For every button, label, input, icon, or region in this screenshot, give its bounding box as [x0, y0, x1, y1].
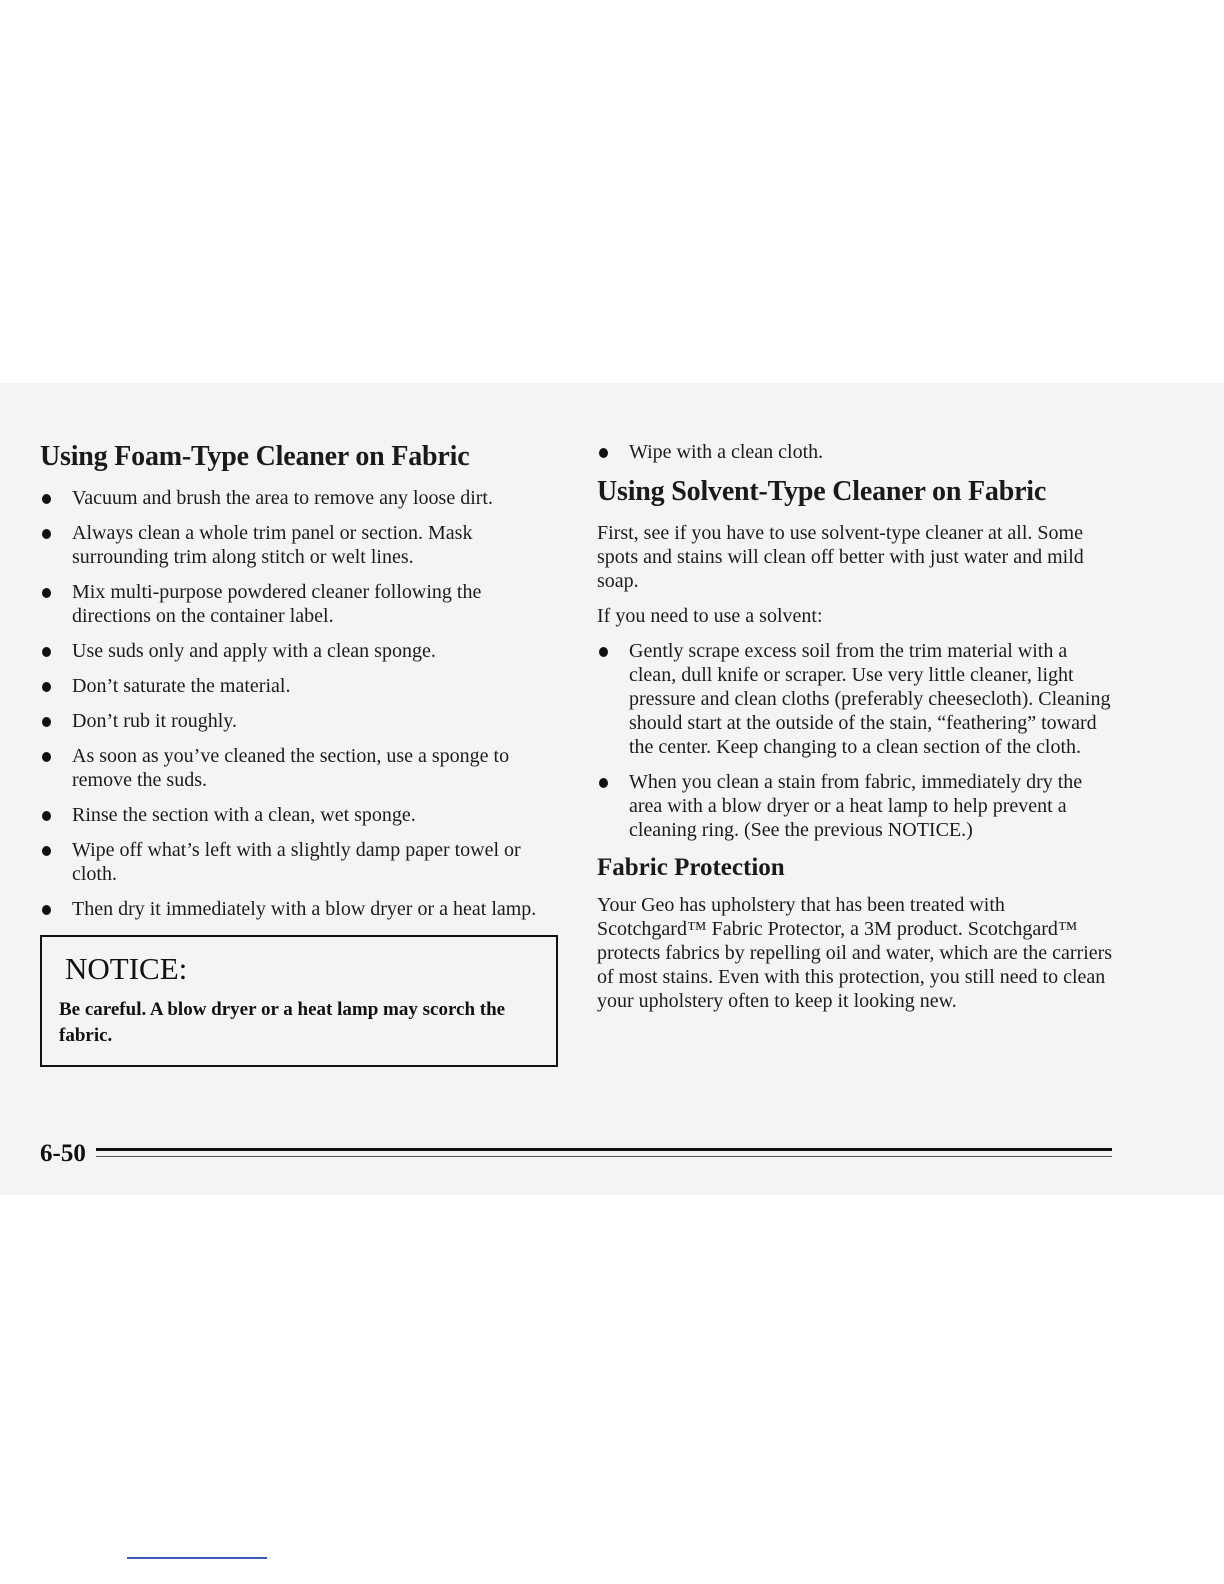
bullet-dot-icon [42, 811, 51, 821]
bullet-dot-icon [599, 778, 608, 788]
list-item: Wipe with a clean cloth. [597, 440, 1117, 464]
bullet-dot-icon [42, 717, 51, 727]
bullet-dot-icon [42, 529, 51, 539]
page-number: 6-50 [40, 1140, 86, 1167]
list-item: Wipe off what’s left with a slightly damp paper towel or cloth. [40, 838, 560, 886]
bullet-dot-icon [42, 752, 51, 762]
foam-cleaner-steps [40, 486, 560, 921]
solvent-intro: First, see if you have to use solvent-type cleaner at all. Some spots and stains will clean off better with just water and mild soap. [597, 522, 1084, 592]
list-item: Vacuum and brush the area to remove any loose dirt. [40, 486, 560, 510]
list-item: Always clean a whole trim panel or section. Mask surrounding trim along stitch or welt lines. [40, 521, 560, 569]
foam-cleaner-final-step [597, 440, 1117, 464]
list-item: Use suds only and apply with a clean sponge. [40, 639, 560, 663]
bullet-dot-icon [599, 647, 608, 657]
foam-cleaner-heading: Using Foam-Type Cleaner on Fabric [40, 441, 470, 472]
list-item: Then dry it immediately with a blow dryer or a heat lamp. [40, 897, 560, 921]
solvent-cleaner-heading: Using Solvent-Type Cleaner on Fabric [597, 476, 1047, 507]
page-footer [40, 1137, 1112, 1171]
notice-title: NOTICE: [65, 951, 188, 986]
bullet-dot-icon [42, 647, 51, 657]
list-item: Mix multi-purpose powdered cleaner following the directions on the container label. [40, 580, 560, 628]
list-item: Don’t saturate the material. [40, 674, 560, 698]
list-item: Gently scrape excess soil from the trim material with a clean, dull knife or scraper. Use very little cleaner, light pressure and clean cloths (preferably cheesecloth). Cleaning should start at the outside of the stain, “feathering” toward the center. Keep changing to a clean section of the cloth. [597, 639, 1117, 759]
list-item: Rinse the section with a clean, wet sponge. [40, 803, 560, 827]
notice-box [40, 935, 558, 1067]
bullet-dot-icon [42, 682, 51, 692]
fabric-protection-text: Your Geo has upholstery that has been treated with Scotchgard™ Fabric Protector, a 3M product. Scotchgard™ protects fabrics by repelling oil and water, which are the carriers of most stains. Even with this protection, you still need to clean your upholstery often to keep it looking new. [597, 894, 1113, 1012]
footer-rule-thin [96, 1156, 1112, 1157]
bullet-dot-icon [42, 494, 51, 504]
bullet-dot-icon [42, 588, 51, 598]
solvent-cleaner-steps [597, 639, 1117, 842]
list-item: As soon as you’ve cleaned the section, use a sponge to remove the suds. [40, 744, 560, 792]
footer-rule [96, 1148, 1112, 1151]
bullet-dot-icon [42, 846, 51, 856]
right-column [597, 440, 1117, 1024]
bottom-underline [127, 1557, 267, 1559]
bullet-dot-icon [42, 905, 51, 915]
list-item: When you clean a stain from fabric, immediately dry the area with a blow dryer or a heat lamp to help prevent a cleaning ring. (See the previous NOTICE.) [597, 770, 1117, 842]
solvent-lead: If you need to use a solvent: [597, 605, 823, 627]
notice-text: Be careful. A blow dryer or a heat lamp may scorch the fabric. [59, 999, 506, 1046]
fabric-protection-heading: Fabric Protection [597, 854, 785, 881]
left-column [40, 440, 560, 1067]
list-item: Don’t rub it roughly. [40, 709, 560, 733]
bullet-dot-icon [599, 448, 608, 458]
